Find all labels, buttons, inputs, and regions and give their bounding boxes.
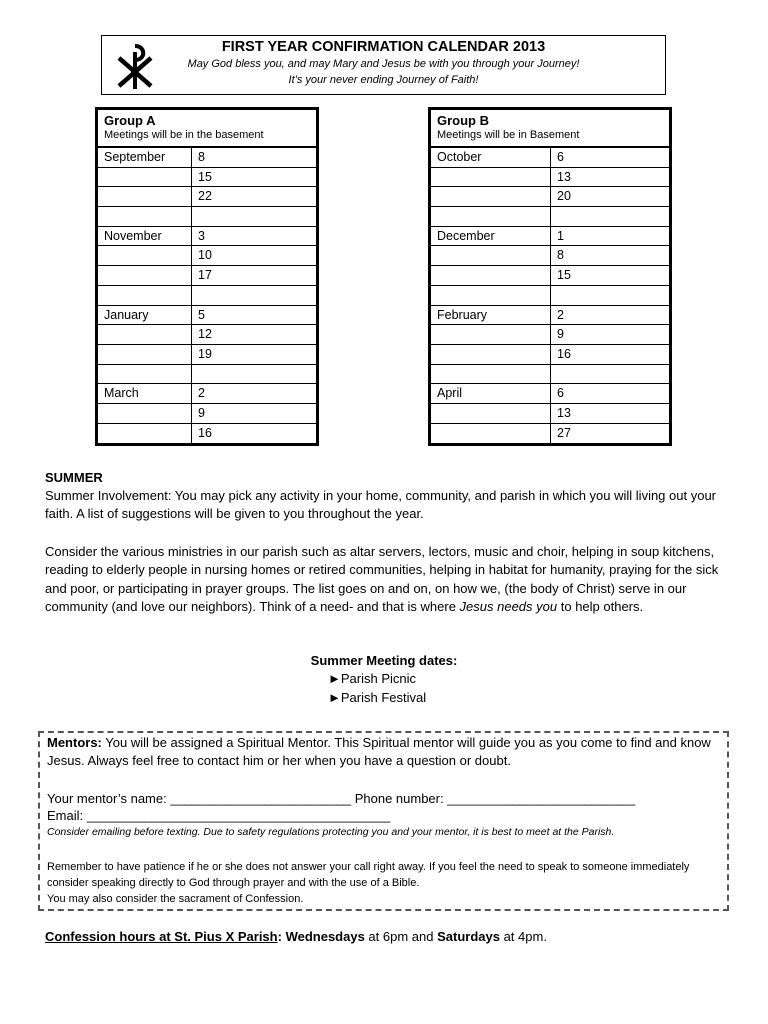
table-row bbox=[98, 404, 316, 424]
meeting-item bbox=[328, 671, 416, 686]
month-cell bbox=[98, 345, 192, 364]
day-cell: 22 bbox=[198, 189, 212, 204]
day-cell: 19 bbox=[198, 346, 212, 361]
month-cell bbox=[431, 246, 551, 265]
day-cell: 15 bbox=[198, 169, 212, 184]
day-cell: 20 bbox=[557, 189, 571, 204]
day-cell: 1 bbox=[557, 228, 564, 243]
table-row bbox=[431, 404, 669, 424]
confession-day-wednesday: Wednesdays bbox=[285, 929, 365, 944]
table-row bbox=[431, 345, 669, 365]
day-cell: 13 bbox=[557, 405, 571, 420]
day-cell: 15 bbox=[557, 268, 571, 283]
month-cell bbox=[431, 286, 551, 305]
mentor-name-label: Your mentor’s name: bbox=[47, 791, 171, 806]
mentor-patience-sentence: Remember to have patience if he or she does not answer your call right away. If you feel the need to speak to someone immediately consider speaking directly to God through prayer and with the use of a Bible. bbox=[47, 861, 690, 889]
day-cell: 17 bbox=[198, 268, 212, 283]
mentor-email-field[interactable]: __________________________________________ bbox=[86, 808, 391, 823]
day-cell: 10 bbox=[198, 248, 212, 263]
confession-label: Confession hours at St. Pius X Parish bbox=[45, 929, 278, 944]
ministries-emphasis: Jesus needs you bbox=[459, 598, 558, 614]
day-cell: 16 bbox=[198, 425, 212, 440]
day-cell bbox=[551, 207, 669, 226]
mentor-name-line bbox=[47, 790, 717, 808]
ministries-text-part1: Consider the various ministries in our parish such as altar servers, lectors, music and choir, helping in soup kitchens, reading to elderly people in nursing homes or retired communities, helping in habitat for humanity, praying for the sick and poor, or participating in prayer groups. The list goes on and on, on how we, (the body of Christ) serve in our community (and love our neighbors). Think of a need- and that is where bbox=[45, 544, 719, 614]
arrow-right-icon: ► bbox=[328, 690, 341, 705]
table-row bbox=[431, 187, 669, 207]
group-b-subtitle: Meetings will be in Basement bbox=[437, 129, 580, 141]
day-cell bbox=[192, 207, 316, 226]
group-b-header bbox=[431, 110, 669, 148]
month-cell bbox=[98, 286, 192, 305]
month-cell bbox=[431, 424, 551, 444]
table-row bbox=[431, 365, 669, 385]
group-a-rows bbox=[98, 148, 316, 443]
ministries-text-part2: to help others. bbox=[557, 598, 644, 614]
table-row bbox=[431, 424, 669, 444]
month-cell: December bbox=[431, 227, 551, 246]
table-row bbox=[431, 266, 669, 286]
mentor-name-field[interactable]: _________________________ bbox=[170, 791, 352, 806]
day-cell bbox=[192, 365, 316, 384]
table-row bbox=[98, 168, 316, 188]
month-cell bbox=[98, 187, 192, 206]
group-b-title: Group B bbox=[437, 113, 489, 128]
arrow-right-icon: ► bbox=[328, 671, 341, 686]
mentor-phone-label: Phone number: bbox=[351, 791, 448, 806]
table-row bbox=[431, 168, 669, 188]
month-cell: October bbox=[431, 148, 551, 167]
meeting-item-label: Parish Festival bbox=[340, 690, 427, 705]
day-cell: 5 bbox=[198, 307, 205, 322]
month-cell bbox=[98, 266, 192, 285]
confession-time-2: at 4pm. bbox=[499, 929, 547, 944]
day-cell: 27 bbox=[557, 425, 571, 440]
table-row bbox=[98, 266, 316, 286]
month-cell: January bbox=[98, 306, 192, 325]
day-cell: 12 bbox=[198, 327, 212, 342]
header-blessing: May God bless you, and may Mary and Jesus be with you through your Journey! bbox=[187, 58, 580, 70]
day-cell: 6 bbox=[557, 150, 564, 164]
summer-heading: SUMMER bbox=[45, 470, 103, 485]
month-cell bbox=[431, 345, 551, 364]
table-row bbox=[98, 365, 316, 385]
month-cell bbox=[431, 325, 551, 344]
summer-meeting-heading: Summer Meeting dates: bbox=[310, 653, 458, 668]
group-a-header bbox=[98, 110, 316, 148]
table-row bbox=[98, 384, 316, 404]
summer-involvement-text: Summer Involvement: You may pick any activity in your home, community, and parish in which you will living out your faith. A list of suggestions will be given to you throughout the year. bbox=[45, 488, 716, 522]
confession-colon: : bbox=[277, 929, 286, 944]
mentors-label: Mentors: bbox=[47, 735, 102, 750]
header-journey: It’s your never ending Journey of Faith! bbox=[288, 74, 479, 86]
month-cell: March bbox=[98, 384, 192, 403]
month-cell: April bbox=[431, 384, 551, 403]
day-cell bbox=[551, 365, 669, 384]
confession-hours bbox=[45, 929, 547, 944]
mentor-safety-note: Consider emailing before texting. Due to safety regulations protecting you and your mentor, it is best to meet at the Parish. bbox=[47, 826, 615, 838]
table-row bbox=[98, 424, 316, 444]
table-row bbox=[98, 187, 316, 207]
day-cell: 6 bbox=[557, 386, 564, 401]
table-row bbox=[98, 345, 316, 365]
table-row bbox=[431, 207, 669, 227]
table-row bbox=[431, 148, 669, 168]
day-cell: 3 bbox=[198, 228, 205, 243]
month-cell: September bbox=[98, 148, 192, 167]
table-row bbox=[431, 246, 669, 266]
mentors-intro bbox=[47, 734, 717, 770]
table-row bbox=[98, 286, 316, 306]
mentor-email-label: Email: bbox=[47, 808, 87, 823]
page-title: FIRST YEAR CONFIRMATION CALENDAR 2013 bbox=[221, 39, 546, 55]
day-cell: 9 bbox=[557, 327, 564, 342]
table-row bbox=[98, 148, 316, 168]
table-row bbox=[431, 325, 669, 345]
group-a-subtitle: Meetings will be in the basement bbox=[104, 129, 264, 141]
confession-day-saturday: Saturdays bbox=[437, 929, 500, 944]
month-cell bbox=[98, 168, 192, 187]
table-row bbox=[431, 384, 669, 404]
month-cell bbox=[431, 187, 551, 206]
table-row bbox=[98, 246, 316, 266]
month-cell bbox=[98, 365, 192, 384]
month-cell bbox=[98, 404, 192, 423]
group-a-title: Group A bbox=[104, 113, 156, 128]
month-cell bbox=[98, 246, 192, 265]
mentor-confession-note: You may also consider the sacrament of Confession. bbox=[47, 893, 304, 905]
table-row bbox=[431, 306, 669, 326]
month-cell bbox=[431, 404, 551, 423]
day-cell bbox=[192, 286, 316, 305]
mentors-box bbox=[38, 731, 729, 911]
table-row bbox=[98, 306, 316, 326]
month-cell bbox=[98, 424, 192, 444]
month-cell bbox=[98, 207, 192, 226]
day-cell: 16 bbox=[557, 346, 571, 361]
day-cell: 2 bbox=[198, 386, 205, 401]
confession-time-1: at 6pm and bbox=[364, 929, 438, 944]
group-a-table bbox=[95, 107, 319, 446]
ministries-text bbox=[45, 543, 735, 616]
month-cell bbox=[431, 168, 551, 187]
table-row bbox=[431, 286, 669, 306]
mentor-phone-field[interactable]: __________________________ bbox=[447, 791, 636, 806]
day-cell: 2 bbox=[557, 307, 564, 322]
group-b-rows bbox=[431, 148, 669, 443]
mentor-email-line bbox=[47, 807, 717, 825]
month-cell bbox=[98, 325, 192, 344]
day-cell: 8 bbox=[557, 248, 564, 263]
table-row bbox=[98, 325, 316, 345]
month-cell bbox=[431, 266, 551, 285]
table-row bbox=[431, 227, 669, 247]
mentor-patience-text bbox=[47, 859, 717, 907]
mentors-intro-text: You will be assigned a Spiritual Mentor. This Spiritual mentor will guide you as you come to find and know Jesus. Always feel free to contact him or her when you have a question or doubt. bbox=[47, 735, 711, 768]
month-cell: February bbox=[431, 306, 551, 325]
month-cell: November bbox=[98, 227, 192, 246]
day-cell: 13 bbox=[557, 169, 571, 184]
meeting-item bbox=[328, 690, 426, 705]
month-cell bbox=[431, 207, 551, 226]
table-row bbox=[98, 207, 316, 227]
month-cell bbox=[431, 365, 551, 384]
header-box bbox=[101, 35, 666, 95]
meeting-item-label: Parish Picnic bbox=[340, 671, 417, 686]
day-cell: 9 bbox=[198, 405, 205, 420]
table-row bbox=[98, 227, 316, 247]
day-cell: 8 bbox=[198, 150, 205, 164]
group-b-table bbox=[428, 107, 672, 446]
day-cell bbox=[551, 286, 669, 305]
